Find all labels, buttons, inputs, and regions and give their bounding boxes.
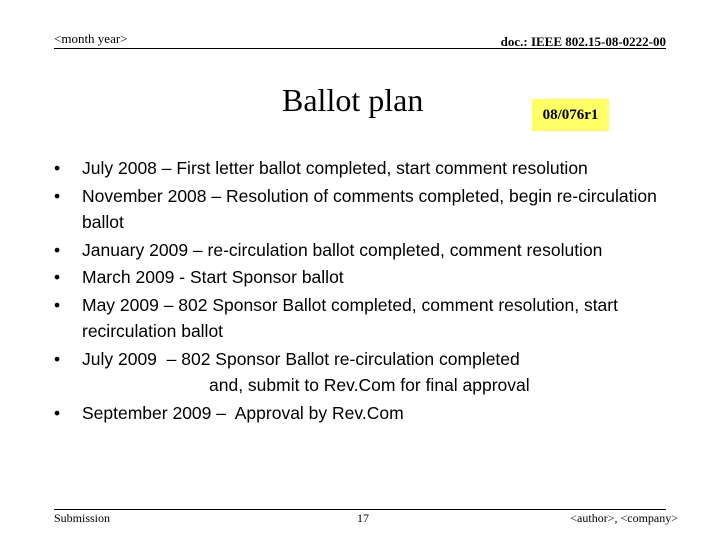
footer-rule: [54, 509, 666, 510]
bullet-text: November 2008 – Resolution of comments completed, begin re-circulation ballot: [82, 185, 657, 232]
bullet-text-line-2: and, submit to Rev.Com for final approval: [209, 375, 530, 395]
bullet-text: January 2009 – re-circulation ballot completed, comment resolution: [82, 239, 603, 260]
bullet-item: [54, 264, 674, 291]
bullet-item: [54, 155, 674, 182]
bullet-icon: •: [54, 239, 61, 260]
footer-submission: Submission: [54, 511, 111, 525]
bullet-text: July 2008 – First letter ballot completed, start comment resolution: [82, 158, 588, 178]
bullet-item: [54, 400, 674, 427]
page-number: 17: [357, 511, 369, 525]
header-rule: [54, 48, 666, 49]
bullet-icon: •: [54, 185, 61, 206]
header-doc-id: doc.: IEEE 802.15-08-0222-00: [500, 34, 666, 49]
bullet-item: [54, 237, 674, 264]
document-tag: 08/076r1: [532, 99, 609, 131]
bullet-icon: •: [54, 267, 61, 287]
bullet-list: [54, 155, 674, 427]
header-date: <month year>: [54, 31, 128, 46]
bullet-icon: •: [54, 402, 61, 423]
bullet-text: May 2009 – 802 Sponsor Ballot completed, comment resolution, start recirculation ballot: [82, 294, 618, 341]
footer-author: <author>, <company>: [570, 511, 678, 525]
bullet-item: [54, 183, 674, 236]
slide-title: Ballot plan: [282, 82, 424, 118]
bullet-icon: •: [54, 294, 61, 315]
bullet-text-line-1: July 2009 – 802 Sponsor Ballot re-circulation completed: [82, 348, 520, 369]
bullet-icon: •: [54, 158, 61, 178]
bullet-icon: •: [54, 348, 61, 369]
bullet-text: September 2009 – Approval by Rev.Com: [82, 402, 404, 423]
bullet-item: [54, 346, 674, 399]
bullet-item: [54, 292, 674, 345]
bullet-text: March 2009 - Start Sponsor ballot: [82, 267, 344, 287]
